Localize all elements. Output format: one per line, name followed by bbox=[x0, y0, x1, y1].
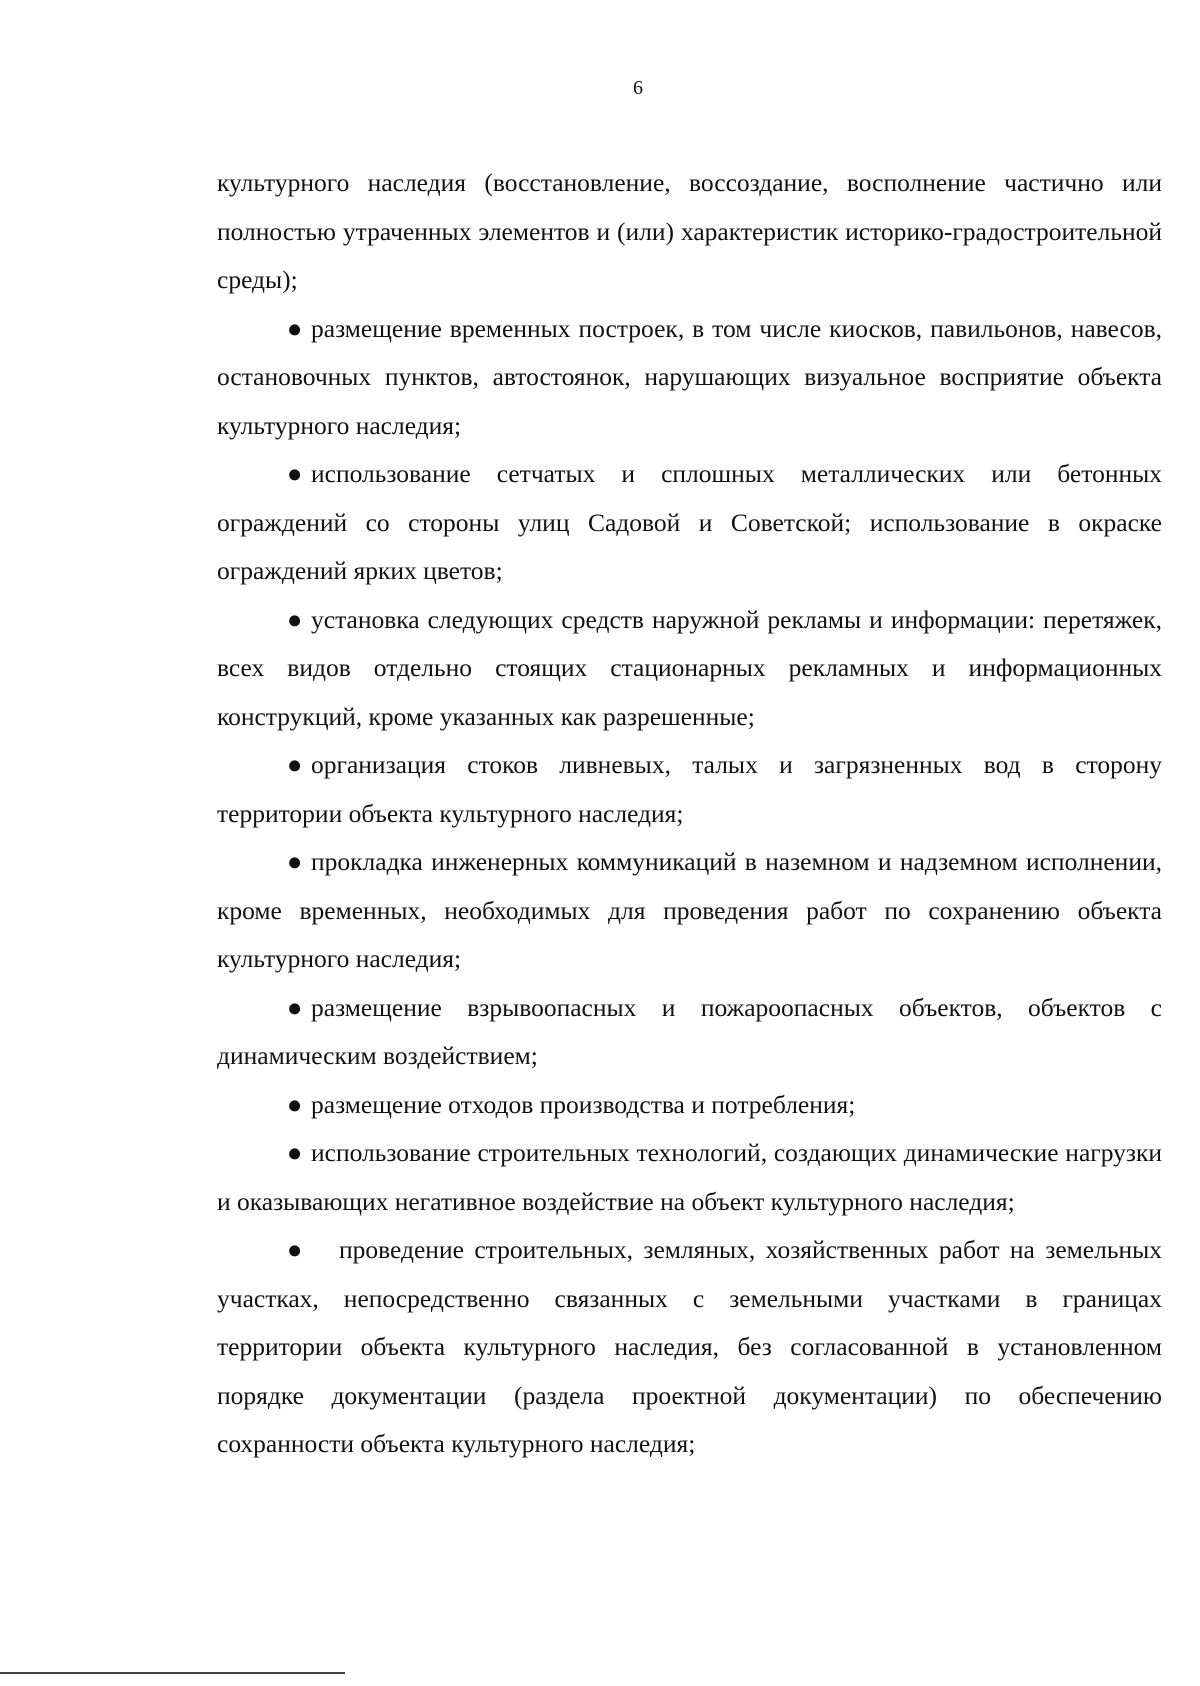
bullet-icon: ● bbox=[287, 847, 303, 876]
list-item-text: прокладка инженерных коммуникаций в наземном и надземном исполнении, кроме временных, необходимых для проведения работ по сохранению объекта культурного наследия; bbox=[217, 847, 1162, 973]
list-item bbox=[217, 984, 1162, 1081]
bullet-icon: ● bbox=[287, 459, 303, 488]
document-body bbox=[217, 159, 1162, 1469]
bullet-icon: ● bbox=[287, 750, 303, 779]
list-item-text: проведение строительных, земляных, хозяйственных работ на земельных участках, непосредственно связанных с земельными участками в границах территории объекта культурного наследия, без согласованной в установленном порядке документации (раздела проектной документации) по обеспечению сохранности объекта культурного наследия; bbox=[217, 1235, 1162, 1458]
list-item bbox=[217, 1226, 1162, 1469]
page-number: 6 bbox=[633, 77, 643, 99]
list-item bbox=[217, 1129, 1162, 1226]
list-item-text: организация стоков ливневых, талых и загрязненных вод в сторону территории объекта культурного наследия; bbox=[217, 750, 1162, 828]
list-item bbox=[217, 305, 1162, 451]
bullet-icon: ● bbox=[287, 1235, 303, 1264]
bullet-icon: ● bbox=[287, 1138, 303, 1167]
bullet-icon: ● bbox=[287, 1089, 303, 1119]
list-item bbox=[217, 596, 1162, 742]
list-item bbox=[217, 450, 1162, 596]
list-item bbox=[217, 741, 1162, 838]
bullet-icon: ● bbox=[287, 992, 303, 1022]
bullet-icon: ● bbox=[287, 313, 303, 343]
list-item-text: использование строительных технологий, создающих динамические нагрузки и оказывающих негативное воздействие на объект культурного наследия; bbox=[217, 1138, 1162, 1216]
intro-paragraph: культурного наследия (восстановление, воссоздание, восполнение частично или полностью утраченных элементов и (или) характеристик историко-градостроительной среды); bbox=[217, 168, 1162, 294]
list-item-text: установка следующих средств наружной рекламы и информации: перетяжек, всех видов отдельно стоящих стационарных рекламных и информационных конструкций, кроме указанных как разрешенные; bbox=[217, 604, 1162, 731]
list-item bbox=[217, 1081, 1162, 1130]
bottom-rule-divider bbox=[0, 1672, 345, 1674]
list-item-text: использование сетчатых и сплошных металлических или бетонных ограждений со стороны улиц Садовой и Советской; использование в окраске ограждений ярких цветов; bbox=[217, 459, 1162, 585]
list-item-text: размещение отходов производства и потребления; bbox=[311, 1089, 856, 1119]
bullet-icon: ● bbox=[287, 604, 303, 634]
list-item-text: размещение временных построек, в том числе киосков, павильонов, навесов, остановочных пунктов, автостоянок, нарушающих визуальное восприятие объекта культурного наследия; bbox=[217, 313, 1162, 440]
list-item bbox=[217, 838, 1162, 984]
list-item-text: размещение взрывоопасных и пожароопасных объектов, объектов с динамическим воздействием; bbox=[217, 992, 1162, 1070]
